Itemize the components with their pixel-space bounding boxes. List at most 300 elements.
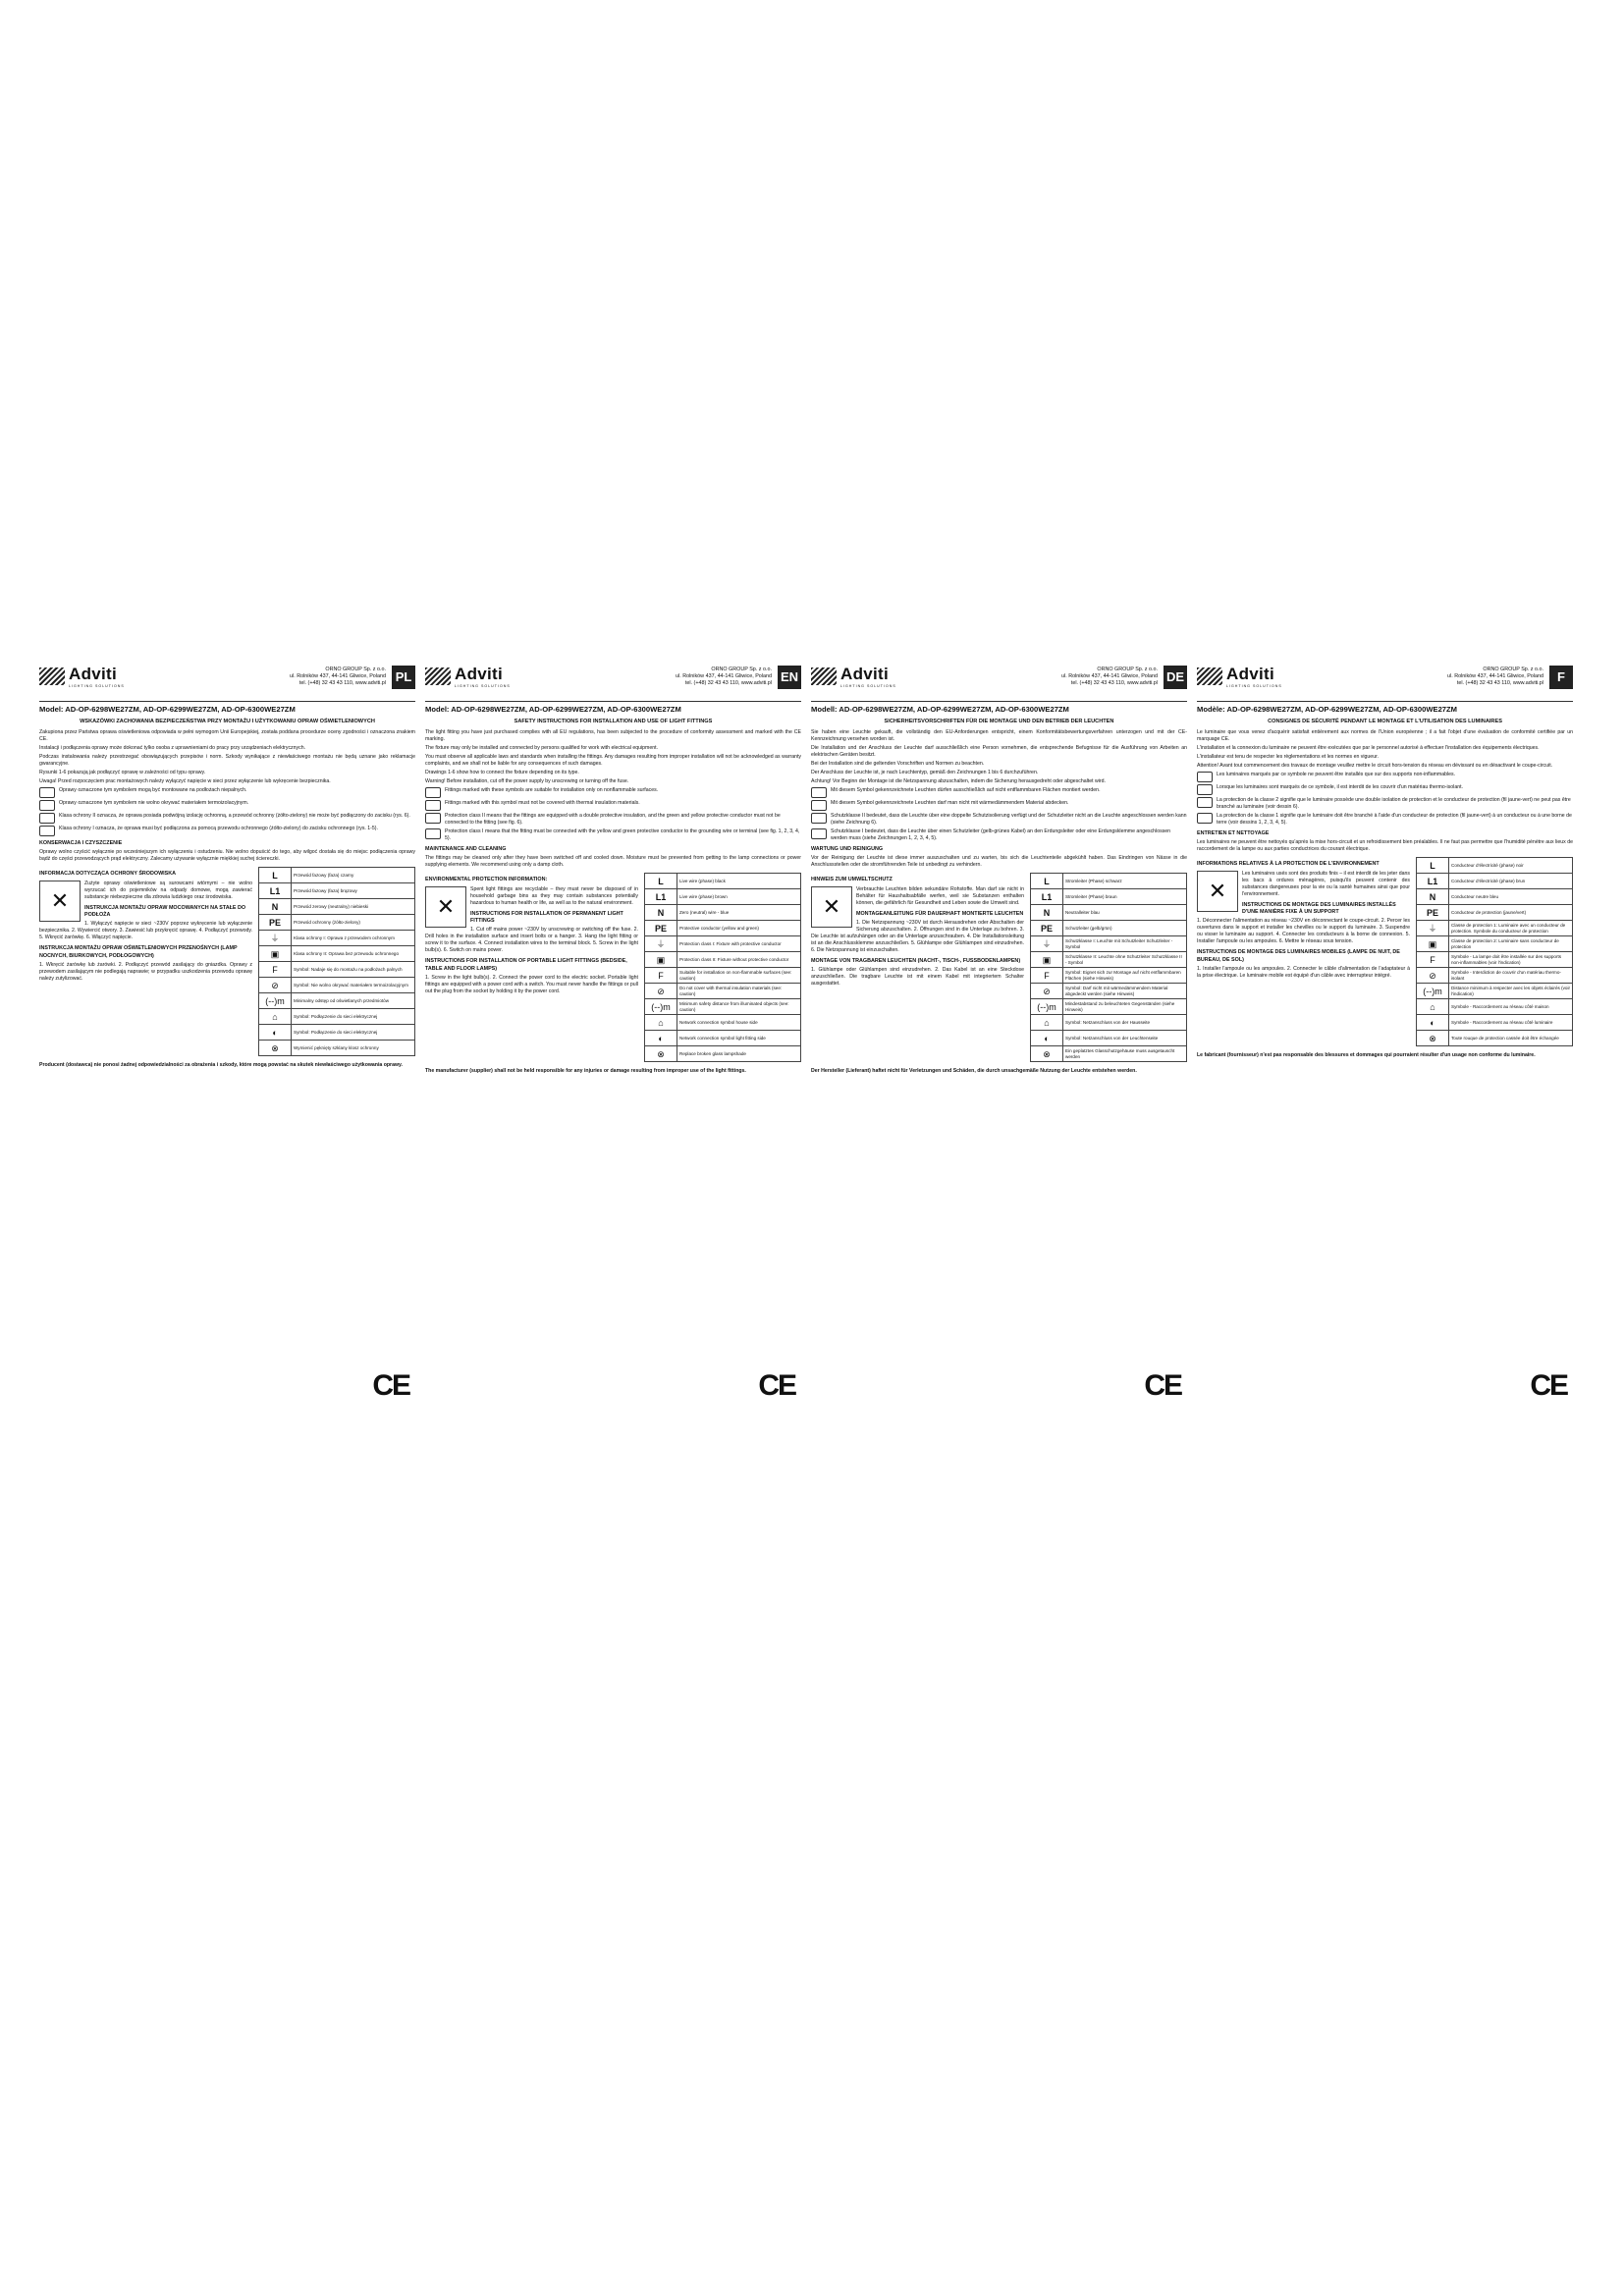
legend-row	[1031, 905, 1187, 921]
brand-text	[1226, 664, 1282, 689]
legend-description: Toute rouque de protection cassée doit être échangée	[1449, 1031, 1573, 1046]
brand-text	[69, 664, 125, 689]
model-line: Modèle: AD-OP-6298WE27ZM, AD-OP-6299WE27ZM, AD-OP-6300WE27ZM	[1197, 701, 1573, 715]
symbol-text: Oprawy oznaczone tym symbolem mogą być montowane na podłożach niepalnych.	[59, 786, 247, 793]
company-address	[290, 667, 386, 687]
recycle-bin-icon: ✕	[425, 886, 466, 928]
symbol-icon	[425, 828, 441, 839]
manufacturer-disclaimer: Le fabricant (fournisseur) n'est pas responsable des blessures et dommages qui pourraient résulter d'un usage non conforme du luminaire.	[1197, 1052, 1536, 1059]
legend-row	[259, 931, 415, 946]
legend-key: L1	[1417, 874, 1449, 889]
legend-description: Symbol: Darf nicht mit wärmedämmendem Material abgedeckt werden (siehe Hinweis)	[1063, 984, 1187, 999]
instructions-body	[1197, 729, 1573, 853]
paragraph: Attention! Avant tout commencement des travaux de montage veuillez mettre le circuit hors-tension du réseau en dévissant ou en désactivant le coupe-circuit.	[1197, 762, 1553, 769]
legend-row	[1417, 1031, 1573, 1046]
language-badge: F	[1549, 666, 1573, 689]
legend-row	[645, 889, 801, 905]
legend-row	[259, 962, 415, 978]
company-name: ORNO GROUP Sp. z o.o.	[325, 667, 386, 672]
brand-text	[455, 664, 511, 689]
company-contact: tel. (+48) 32 43 43 110, www.adviti.pl	[1070, 680, 1158, 687]
section-text: 1. Installer l'ampoule ou les ampoules. 2. Connecter le câble d'alimentation de l'adaptateur à la prise électrique. Le luminaire mobile est équipé d'un câble avec interrupteur intégré.	[1197, 965, 1410, 979]
legend-symbol-icon: F	[1031, 968, 1063, 984]
legend-description: Schutzklasse II: Leuchte ohne Schutzleiter Schutzklasse II - Symbol	[1063, 952, 1187, 968]
legend-symbol-icon: ▣	[1417, 936, 1449, 952]
paragraph: Drawings 1-6 show how to connect the fixture depending on its type.	[425, 769, 579, 775]
legend-row	[645, 968, 801, 984]
legend-key: N	[259, 899, 292, 915]
wire-legend-table	[258, 867, 415, 1056]
legend-row	[1417, 1015, 1573, 1031]
legend-row	[645, 1046, 801, 1062]
legend-symbol-icon: ⊗	[1417, 1031, 1449, 1046]
legend-row	[1031, 1015, 1187, 1031]
logo-mark-icon	[425, 667, 451, 685]
legend-row	[1031, 968, 1187, 984]
legend-symbol-icon: (--)m	[259, 993, 292, 1009]
legend-description: Stromleiter (Phase) braun	[1063, 889, 1187, 905]
paragraph: The light fitting you have just purchased complies with all EU regulations, has been subjected to the procedure of conformity assessment and marked with the CE marking.	[425, 728, 801, 742]
legend-key: PE	[1031, 921, 1063, 936]
legend-row	[259, 868, 415, 883]
brand-logo	[39, 664, 125, 689]
instructions-body	[811, 729, 1187, 870]
symbol-text: Klasa ochrony II oznacza, że oprawa posiada podwójną izolację ochronną, a przewód ochronny (żółto-zielony) nie może być podłączony do zacisku (rys. 6).	[59, 812, 410, 819]
column-header	[425, 664, 801, 693]
symbol-text: Mit diesem Symbol gekennzeichnete Leuchten dürfen ausschließlich auf nicht entflammbaren Flächen montiert werden.	[831, 786, 1101, 793]
symbol-icon	[39, 826, 55, 836]
brand-logo	[1197, 664, 1282, 689]
legend-symbol-icon: ⌂	[645, 1015, 677, 1031]
language-badge: PL	[392, 666, 415, 689]
symbol-text: La protection de la classe 2 signifie que le luminaire possède une double isolation de protection et le conducteur de protection (fil jaune-vert) ne peut pas être branché au luminaire (voir dessin 6).	[1217, 796, 1571, 810]
legend-symbol-icon: ⊘	[1417, 968, 1449, 984]
symbol-icon	[39, 800, 55, 811]
legend-row	[1417, 984, 1573, 999]
brand-name: Adviti	[69, 665, 118, 683]
symbol-text: La protection de la classe 1 signifie que le luminaire doit être branché à l'aide d'un conducteur de protection (fil jaune-vert) à un conducteur ou à une borne de terre (voir dessins 1, 2, 3, 4, 5).	[1217, 812, 1572, 826]
section-heading: INSTRUCTIONS FOR INSTALLATION OF PORTABLE LIGHT FITTINGS (BEDSIDE, TABLE AND FLOOR LAMPS)	[425, 958, 627, 972]
section-text: 1. Die Netzspannung ~230V ist durch Herausdrehen oder Abschalten der Sicherung abzuschalten. 2. Öffnungen sind in die Unterlage zu bohren. 3. Die Leuchte ist aufzuhängen oder an die Unterlage anzuschrauben. 4. Die Installationsleitung ist an die Anschlussklemme anzuschließen. 5. Glühlampe oder Glühlampen sind einzudrehen. 6. Die Netzspannung ist einzuschalten.	[811, 919, 1024, 953]
section-heading: INSTRUCTIONS FOR INSTALLATION OF PERMANENT LIGHT FITTINGS	[470, 910, 623, 924]
legend-description: Symbole - Raccordement au réseau côté luminaire	[1449, 1015, 1573, 1031]
symbol-row	[1197, 797, 1573, 811]
section-title: CONSIGNES DE SÉCURITÉ PENDANT LE MONTAGE ET L'UTILISATION DES LUMINAIRES	[1268, 719, 1502, 725]
legend-symbol-icon: ◐	[1031, 1031, 1063, 1046]
symbol-icon	[39, 787, 55, 798]
company-address	[676, 667, 772, 687]
section-heading: INSTRUKCJA MONTAŻU OPRAW MOCOWANYCH NA STAŁE DO PODŁOŻA	[84, 904, 246, 918]
section-heading: WARTUNG UND REINIGUNG	[811, 845, 884, 852]
legend-description: Mindestabstand zu beleuchteten Gegenständen (siehe Hinweis)	[1063, 999, 1187, 1015]
company-name: ORNO GROUP Sp. z o.o.	[711, 667, 772, 672]
legend-description: Conducteur d'électricité (phase) brun	[1449, 874, 1573, 889]
legend-symbol-icon: ⊗	[259, 1041, 292, 1056]
legend-row	[1417, 999, 1573, 1015]
symbol-text: Klasa ochrony I oznacza, że oprawa musi być podłączona za pomocą przewodu ochronnego (żółto-zielony) do zacisku ochronnego (rys. 1-5).	[59, 825, 378, 831]
section-heading: INFORMATIONS RELATIVES À LA PROTECTION DE L'ENVIRONNEMENT	[1197, 861, 1380, 868]
symbol-icon	[1197, 772, 1213, 782]
legend-row	[1031, 999, 1187, 1015]
symbol-text: Schutzklasse II bedeutet, dass die Leuchte über eine doppelte Schutzisolierung verfügt und der Schutzleiter nicht an die Leuchte angeschlossen werden kann (siehe Zeichnung 6).	[831, 812, 1187, 826]
company-name: ORNO GROUP Sp. z o.o.	[1483, 667, 1543, 672]
legend-row	[259, 899, 415, 915]
section-text: The fittings may be cleaned only after they have been switched off and cooled down. Moisture must be prevented from getting to the lamp connections or power supplying elements. We recommend using only a damp cloth.	[425, 855, 801, 869]
manufacturer-disclaimer: Producent (dostawca) nie ponosi żadnej odpowiedzialności za obrażenia i szkody, które mogą powstać na skutek niewłaściwego użytkowania oprawy.	[39, 1062, 403, 1069]
brand-text	[840, 664, 896, 689]
legend-symbol-icon: ⊘	[259, 978, 292, 993]
column-header	[1197, 664, 1573, 693]
legend-row	[645, 905, 801, 921]
legend-row	[259, 1041, 415, 1056]
manufacturer-disclaimer: The manufacturer (supplier) shall not be held responsible for any injuries or damage resulting from improper use of the light fittings.	[425, 1068, 746, 1075]
section-text: 1. Glühlampe oder Glühlampen sind einzudrehen. 2. Das Kabel ist an eine Steckdose anzuschließen. Die tragbare Leuchte ist mit einem Kabel mit integriertem Schalter ausgestattet.	[811, 967, 1024, 988]
logo-mark-icon	[39, 667, 65, 685]
brand-tagline: LIGHTING SOLUTIONS	[69, 683, 125, 688]
legend-key: L	[645, 874, 677, 889]
ce-mark: CE	[1144, 1368, 1181, 1402]
company-name: ORNO GROUP Sp. z o.o.	[1097, 667, 1158, 672]
recycle-bin-icon: ✕	[1197, 871, 1238, 912]
symbol-row	[1197, 772, 1573, 782]
section-heading: INFORMACJA DOTYCZĄCA OCHRONY ŚRODOWISKA	[39, 871, 177, 878]
section-heading: ENTRETIEN ET NETTOYAGE	[1197, 829, 1270, 836]
legend-symbol-icon: F	[645, 968, 677, 984]
legend-row	[1031, 1031, 1187, 1046]
symbol-text: Schutzklasse I bedeutet, dass die Leuchte über einen Schutzleiter (gelb-grünes Kabel) an den Erdungsleiter oder eine Erdungsklemme angeschlossen werden muss (siehe Zeichnungen 1, 2, 3, 4, 5).	[831, 828, 1171, 841]
legend-description: Classe de protection 2: Luminaire sans conducteur de protection	[1449, 936, 1573, 952]
symbol-icon	[425, 813, 441, 824]
legend-key: N	[1031, 905, 1063, 921]
symbol-icon	[1197, 784, 1213, 795]
symbol-row	[425, 813, 801, 827]
legend-row	[645, 999, 801, 1015]
legend-key: L1	[1031, 889, 1063, 905]
legend-row	[259, 883, 415, 899]
legend-description: Live wire (phase) brown	[677, 889, 801, 905]
legend-row	[645, 936, 801, 952]
lower-block	[39, 867, 415, 1056]
symbol-row	[1197, 813, 1573, 827]
legend-description: Schutzleiter (gelb/grün)	[1063, 921, 1187, 936]
brand-logo	[425, 664, 511, 689]
symbol-row	[811, 787, 1187, 798]
paragraph: L'installation et la connexion du luminaire ne peuvent être exécutées que par le personnel autorisé à effectuer l'installation des équipements électriques.	[1197, 744, 1540, 751]
logo-mark-icon	[811, 667, 837, 685]
paragraph: Zakupiona przez Państwa oprawa oświetleniowa odpowiada w pełni wymogom Unii Europejskiej, została poddana procedurze oceny zgodności i oznaczona znakiem CE.	[39, 728, 415, 742]
legend-description: Conducteur de protection (jaune/vert)	[1449, 905, 1573, 921]
brand-name: Adviti	[840, 665, 890, 683]
lower-block	[811, 873, 1187, 1062]
legend-row	[1031, 1046, 1187, 1062]
legend-description: Stromleiter (Phase) schwarz	[1063, 874, 1187, 889]
legend-symbol-icon: ⊗	[645, 1046, 677, 1062]
company-address	[1447, 667, 1543, 687]
legend-symbol-icon: ▣	[1031, 952, 1063, 968]
legend-description: Symbol: Nadaje się do montażu na podłożach palnych	[292, 962, 415, 978]
symbol-row	[811, 813, 1187, 827]
legend-description: Symbol: Netzanschluss von der Hausseite	[1063, 1015, 1187, 1031]
legend-description: Ein geplatztes Glasschutzgehäuse muss ausgetauscht werden	[1063, 1046, 1187, 1062]
company-street: ul. Rolników 437, 44-141 Gliwice, Poland	[290, 673, 386, 680]
legend-description: Do not cover with thermal insulation materials (see: caution)	[677, 984, 801, 999]
legend-description: Minimalny odstęp od oświetlanych przedmiotów	[292, 993, 415, 1009]
brand-tagline: LIGHTING SOLUTIONS	[455, 683, 511, 688]
instructions-body	[39, 729, 415, 863]
legend-key: L1	[645, 889, 677, 905]
legend-symbol-icon: ◐	[259, 1025, 292, 1041]
legend-key: N	[645, 905, 677, 921]
paragraph: L'installateur est tenu de respecter les règlementations et les normes en vigueur.	[1197, 753, 1379, 760]
section-text: 1. Déconnecter l'alimentation au réseau ~230V en déconnectant le coupe-circuit. 2. Percer les ouvertures dans le support et installer les chevilles ou le support du luminaire. 3. Suspendre ou visser le luminaire au support. 4. Connecter les conducteurs à la borne de connexion. 5. Installer l'ampoule ou les ampoules. 6. Mettre le réseau sous tension.	[1197, 918, 1410, 945]
section-heading: INSTRUCTIONS DE MONTAGE DES LUMINAIRES INSTALLÉS D'UNE MANIÈRE FIXE À UN SUPPORT	[1242, 901, 1396, 915]
symbol-text: Fittings marked with this symbol must not be covered with thermal insulation materials.	[445, 799, 640, 806]
section-title: WSKAZÓWKI ZACHOWANIA BEZPIECZEŃSTWA PRZY MONTAŻU I UŻYTKOWANIU OPRAW OŚWIETLENIOWYCH	[80, 719, 375, 725]
legend-row	[1031, 874, 1187, 889]
symbol-icon	[425, 787, 441, 798]
brand-tagline: LIGHTING SOLUTIONS	[1226, 683, 1282, 688]
section-text: Oprawy wolno czyścić wyłącznie po wcześniejszym ich wyłączeniu i ostudzeniu. Nie wolno dopuścić do tego, aby wilgoć dostała się do miejsc podłączenia oprawy bądź do części przewodzących prąd elektryczny. Zalecamy używanie wyłącznie miękkiej suchej ściereczki.	[39, 849, 415, 863]
legend-symbol-icon: F	[1417, 952, 1449, 968]
legend-key: L1	[259, 883, 292, 899]
legend-row	[259, 946, 415, 962]
recycle-bin-icon: ✕	[39, 881, 81, 922]
lower-block	[1197, 857, 1573, 1046]
brand-tagline: LIGHTING SOLUTIONS	[840, 683, 896, 688]
lower-text	[425, 873, 638, 1062]
legend-symbol-icon: (--)m	[645, 999, 677, 1015]
symbol-text: Mit diesem Symbol gekennzeichnete Leuchten darf man nicht mit wärmedämmendem Material abdecken.	[831, 799, 1069, 806]
legend-symbol-icon: (--)m	[1417, 984, 1449, 999]
language-badge: DE	[1164, 666, 1187, 689]
legend-row	[259, 915, 415, 931]
lower-block	[425, 873, 801, 1062]
ce-mark: CE	[372, 1368, 409, 1402]
section-title: SAFETY INSTRUCTIONS FOR INSTALLATION AND USE OF LIGHT FITTINGS	[514, 719, 713, 725]
symbol-row	[425, 828, 801, 842]
legend-description: Wymienić pęknięty szklany klosz ochronny	[292, 1041, 415, 1056]
legend-symbol-icon: ⊘	[645, 984, 677, 999]
legend-row	[1031, 889, 1187, 905]
legend-row	[1031, 921, 1187, 936]
legend-symbol-icon: (--)m	[1031, 999, 1063, 1015]
legend-description: Protection class II: Fixture without protective conductor	[677, 952, 801, 968]
section-text: Vor der Reinigung der Leuchte ist diese immer auszuschalten und zu warten, bis sich die Leuchtenteile abgekühlt haben. Das Eindringen von Nässe in die Anschlussstellen oder die stromführenden Teile ist unbedingt zu verhindern.	[811, 855, 1187, 869]
manufacturer-disclaimer: Der Hersteller (Lieferant) haftet nicht für Verletzungen und Schäden, die durch unsachgemäße Nutzung der Leuchte entstehen werden.	[811, 1068, 1137, 1075]
symbol-text: Fittings marked with these symbols are suitable for installation only on nonflammable surfaces.	[445, 786, 659, 793]
legend-row	[259, 1009, 415, 1025]
recycle-bin-icon: ✕	[811, 886, 852, 928]
symbol-row	[425, 800, 801, 811]
logo-mark-icon	[1197, 667, 1222, 685]
legend-symbol-icon: ◐	[1417, 1015, 1449, 1031]
legend-row	[1417, 889, 1573, 905]
legend-description: Neutralleiter blau	[1063, 905, 1187, 921]
legend-key: L	[259, 868, 292, 883]
section-text: 1. Wkręcić żarówkę lub żarówki. 2. Podłączyć przewód zasilający do gniazdka. Oprawy z przewodem zasilającym nie podlegają naprawie; w przypadku uszkodzenia przewodu oprawę należy zutylizować.	[39, 961, 252, 982]
paragraph: Uwaga! Przed rozpoczęciem prac montażowych należy wyłączyć napięcie w sieci przez wyłączenie lub wykręcenie bezpiecznika.	[39, 777, 331, 784]
language-column	[811, 664, 1187, 1468]
legend-description: Schutzklasse I: Leuchte mit Schutzleiter Schutzleiter - Symbol	[1063, 936, 1187, 952]
symbol-row	[1197, 784, 1573, 795]
language-badge: EN	[778, 666, 801, 689]
lower-text	[811, 873, 1024, 1062]
lower-text	[1197, 857, 1410, 1046]
section-text: Verbrauchte Leuchten bilden sekundäre Rohstoffe. Man darf sie nicht in Behälter für Haushaltsabfälle werfen, weil sie Substanzen enthalten können, die gefährlich für Gesundheit und Leben sowie die Umwelt sind.	[856, 885, 1024, 906]
legend-symbol-icon: ▣	[259, 946, 292, 962]
section-title: SICHERHEITSVORSCHRIFTEN FÜR DIE MONTAGE UND DEN BETRIEB DER LEUCHTEN	[884, 719, 1114, 725]
section-heading: MONTAGEANLEITUNG FÜR DAUERHAFT MONTIERTE LEUCHTEN	[856, 910, 1024, 917]
legend-symbol-icon: ⊗	[1031, 1046, 1063, 1062]
legend-row	[259, 993, 415, 1009]
legend-row	[1417, 874, 1573, 889]
legend-description: Klasa ochrony II: Oprawa bez przewodu ochronnego	[292, 946, 415, 962]
paragraph: Die Installation und der Anschluss der Leuchte darf ausschließlich eine Person vornehmen, die entsprechende Befugnisse für die Ausführung von Arbeiten an elektrischen Geräten besitzt.	[811, 744, 1187, 758]
symbol-icon	[811, 800, 827, 811]
symbol-row	[39, 826, 415, 836]
lower-text	[39, 867, 252, 1056]
legend-key: N	[1417, 889, 1449, 905]
legend-description: Symbole - La lampe doit être installée sur des supports non-inflammables (voir l'indication)	[1449, 952, 1573, 968]
section-text: 1. Wyłączyć napięcie w sieci ~230V poprzez wykręcenie lub wyłączenie bezpiecznika. 2. Wywiercić otwory. 3. Zawiesić lub przykręcić oprawę. 4. Podłączyć przewody. 5. Wkręcić żarówkę. 6. Włączyć napięcie.	[39, 921, 252, 941]
language-column	[425, 664, 801, 1468]
legend-row	[259, 978, 415, 993]
company-contact: tel. (+48) 32 43 43 110, www.adviti.pl	[1456, 680, 1543, 687]
model-line: Model: AD-OP-6298WE27ZM, AD-OP-6299WE27ZM, AD-OP-6300WE27ZM	[425, 701, 801, 715]
symbol-text: Les luminaires marqués par ce symbole ne peuvent être installés que sur des supports non-inflammables.	[1217, 771, 1456, 777]
legend-description: Klasa ochrony I: Oprawa z przewodem ochronnym	[292, 931, 415, 946]
legend-symbol-icon: ⏚	[259, 931, 292, 946]
legend-row	[1417, 905, 1573, 921]
section-text: 1. Cut off mains power ~230V by unscrewing or switching off the fuse. 2. Drill holes in the installation surface and insert bolts or a hanger. 3. Hang the light fitting or screw it to the surface. 4. Connect installation wires to the terminal block. 5. Screw in the light bulb(s). 6. Switch on mains power.	[425, 927, 638, 954]
symbol-icon	[425, 800, 441, 811]
legend-row	[1417, 936, 1573, 952]
legend-row	[645, 921, 801, 936]
model-line: Modell: AD-OP-6298WE27ZM, AD-OP-6299WE27ZM, AD-OP-6300WE27ZM	[811, 701, 1187, 715]
symbol-row	[811, 828, 1187, 842]
legend-key: PE	[1417, 905, 1449, 921]
legend-description: Network connection symbol house side	[677, 1015, 801, 1031]
legend-row	[1417, 952, 1573, 968]
legend-row	[1031, 936, 1187, 952]
legend-key: PE	[259, 915, 292, 931]
legend-description: Symbol: Podłączenie do sieci elektrycznej	[292, 1025, 415, 1041]
instruction-sheet	[39, 664, 1585, 1468]
brand-logo	[811, 664, 896, 689]
legend-description: Live wire (phase) black	[677, 874, 801, 889]
symbol-icon	[811, 813, 827, 824]
legend-description: Network connection symbol light fitting side	[677, 1031, 801, 1046]
column-header	[811, 664, 1187, 693]
legend-row	[645, 984, 801, 999]
company-contact: tel. (+48) 32 43 43 110, www.adviti.pl	[684, 680, 772, 687]
legend-description: Replace broken glass lampshade	[677, 1046, 801, 1062]
symbol-row	[39, 787, 415, 798]
section-heading: ENVIRONMENTAL PROTECTION INFORMATION:	[425, 877, 548, 883]
language-column	[1197, 664, 1573, 1468]
company-street: ul. Rolników 437, 44-141 Gliwice, Poland	[676, 673, 772, 680]
paragraph: The fixture may only be installed and connected by persons qualified for work with electrical equipment.	[425, 744, 659, 751]
company-address	[1061, 667, 1158, 687]
legend-symbol-icon: ▣	[645, 952, 677, 968]
symbol-icon	[1197, 797, 1213, 808]
legend-description: Symbole - Raccordement au réseau côté maison	[1449, 999, 1573, 1015]
symbol-text: Protection class II means that the fittings are equipped with a double protective insulation, and the green and yellow protective conductor must not be connected to the fitting (see fig. 6).	[445, 812, 781, 826]
legend-description: Symbole - Interdiction de couvrir d'un matériau thermo-isolant	[1449, 968, 1573, 984]
symbol-icon	[811, 828, 827, 839]
wire-legend-table	[1030, 873, 1187, 1062]
symbol-text: Lorsque les luminaires sont marqués de ce symbole, il est interdit de les couvrir d'un matériau thermo-isolant.	[1217, 783, 1463, 790]
brand-name: Adviti	[455, 665, 504, 683]
legend-symbol-icon: ⏚	[1031, 936, 1063, 952]
symbol-icon	[39, 813, 55, 824]
paragraph: Podczas instalowania należy przestrzegać obowiązujących przepisów i norm. Szkody wynikające z niewłaściwego montażu nie będą uznane jako reklamacje gwarancyjne.	[39, 753, 415, 767]
symbol-icon	[811, 787, 827, 798]
legend-symbol-icon: ◐	[645, 1031, 677, 1046]
legend-description: Classe de protection 1: Luminaire avec un conducteur de protection. Symbole du conducteur de protection	[1449, 921, 1573, 936]
ce-mark: CE	[1530, 1368, 1567, 1402]
section-text: Zużyte oprawy oświetleniowe są surowcami wtórnymi – nie wolno wyrzucać ich do pojemników na odpady domowe, mogą zawierać substancje niebezpieczne dla zdrowia ludzkiego oraz środowiska.	[84, 880, 252, 900]
legend-description: Protective conductor (yellow and green)	[677, 921, 801, 936]
legend-row	[1031, 984, 1187, 999]
legend-description: Symbol: Podłączenie do sieci elektrycznej	[292, 1009, 415, 1025]
paragraph: Achtung! Vor Beginn der Montage ist die Netzspannung abzuschalten, indem die Sicherung herausgedreht oder abgeschaltet wird.	[811, 777, 1106, 784]
paragraph: Der Anschluss der Leuchte ist, je nach Leuchtentyp, gemäß den Zeichnungen 1 bis 6 durchzuführen.	[811, 769, 1039, 775]
legend-row	[1417, 858, 1573, 874]
legend-symbol-icon: ⌂	[1417, 999, 1449, 1015]
section-heading: INSTRUCTIONS DE MONTAGE DES LUMINAIRES MOBILES (LAMPE DE NUIT, DE BUREAU, DE SOL)	[1197, 949, 1400, 963]
section-text: Les luminaires usés sont des produits finis – il est interdit de les jeter dans les bacs à ordures ménagères, puisqu'ils peuvent contenir des substances dangereuses pour la vie ou la santé humaines ainsi que pour l'environnement.	[1242, 870, 1410, 897]
legend-description: Protection class I: Fixture with protective conductor	[677, 936, 801, 952]
symbol-row	[39, 800, 415, 811]
brand-name: Adviti	[1226, 665, 1275, 683]
legend-symbol-icon: ⊘	[1031, 984, 1063, 999]
symbol-row	[39, 813, 415, 824]
paragraph: Le luminaire que vous venez d'acquérir satisfait entièrement aux normes de l'Union européenne ; il a fait l'objet d'une évaluation de conformité certifiée par un marquage CE.	[1197, 728, 1573, 742]
company-street: ul. Rolników 437, 44-141 Gliwice, Poland	[1061, 673, 1158, 680]
legend-row	[645, 1015, 801, 1031]
legend-key: L	[1417, 858, 1449, 874]
legend-row	[1417, 968, 1573, 984]
company-street: ul. Rolników 437, 44-141 Gliwice, Poland	[1447, 673, 1543, 680]
language-column	[39, 664, 415, 1468]
ce-mark: CE	[758, 1368, 795, 1402]
paragraph: You must observe all applicable laws and standards when installing the fittings. Any damages resulting from improper installation will not be acknowledged as warranty complaints, and we shall not be liable for any consequences of such damages.	[425, 753, 801, 767]
legend-row	[645, 874, 801, 889]
section-text: 1. Screw in the light bulb(s). 2. Connect the power cord to the electric socket. Portable light fittings are equipped with a power cord with a switch. You must never handle the fittings or pull out the plug from the socket by holding it by the power cord.	[425, 974, 638, 994]
legend-row	[1031, 952, 1187, 968]
legend-description: Conducteur neutre bleu	[1449, 889, 1573, 905]
legend-description: Minimum safety distance from illuminated objects (see: caution)	[677, 999, 801, 1015]
legend-description: Zero (neutral) wire - blue	[677, 905, 801, 921]
symbol-icon	[1197, 813, 1213, 824]
legend-description: Suitable for installation on non-flammable surfaces (see: caution)	[677, 968, 801, 984]
legend-description: Symbol: Eignet sich zur Montage auf nicht entflammbaren Flächen (siehe Hinweis)	[1063, 968, 1187, 984]
instructions-body	[425, 729, 801, 870]
legend-symbol-icon: F	[259, 962, 292, 978]
legend-key: L	[1031, 874, 1063, 889]
paragraph: Warning! Before installation, cut off the power supply by unscrewing or turning off the fuse.	[425, 777, 629, 784]
section-heading: INSTRUKCJA MONTAŻU OPRAW OŚWIETLENIOWYCH PRZENOŚNYCH (LAMP NOCNYCH, BIURKOWYCH, PODŁOGOWYCH)	[39, 945, 238, 959]
company-contact: tel. (+48) 32 43 43 110, www.adviti.pl	[298, 680, 386, 687]
legend-symbol-icon: ⏚	[645, 936, 677, 952]
paragraph: Instalacji i podłączenia oprawy może dokonać tylko osoba z uprawnieniami do pracy przy urządzeniach elektrycznych.	[39, 744, 306, 751]
wire-legend-table	[644, 873, 801, 1062]
symbol-row	[425, 787, 801, 798]
legend-description: Symbol: Netzanschluss von der Leuchtenseite	[1063, 1031, 1187, 1046]
paragraph: Rysunki 1-6 pokazują jak podłączyć oprawę w zależności od typu oprawy.	[39, 769, 206, 775]
section-heading: KONSERWACJA I CZYSZCZENIE	[39, 839, 123, 846]
